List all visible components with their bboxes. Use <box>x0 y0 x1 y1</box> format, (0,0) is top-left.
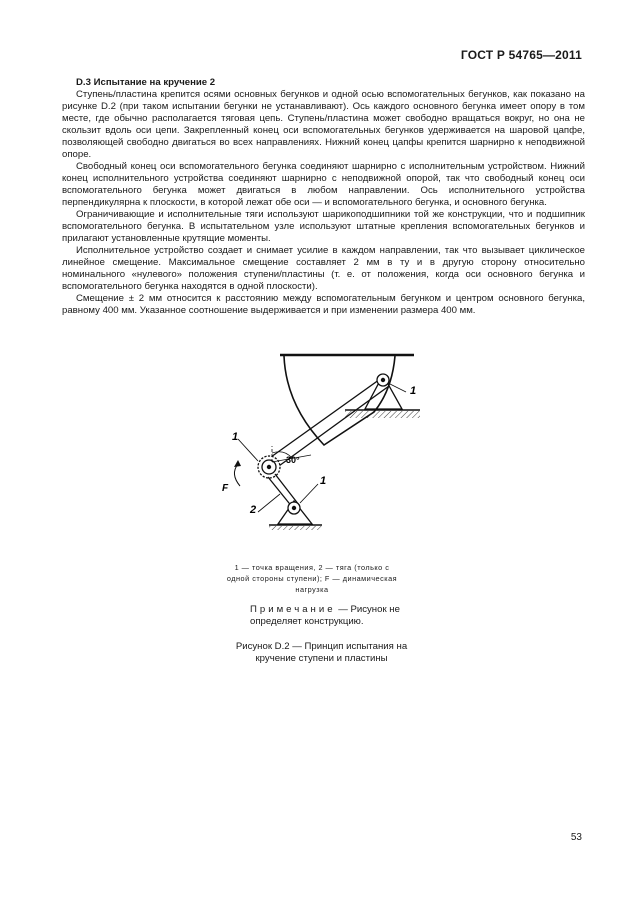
main-arm <box>264 377 389 471</box>
page-number: 53 <box>570 832 582 843</box>
paragraph: Свободный конец оси вспомогательного бегунка соединяют шарнирно с исполнительным устройством. Нижний конец исполнительного устройства соединяют шарнирно с неподвижной опорой, так что свободный конец оси вспомогательного бегунка может двигаться в любом направлении. Ось исполнительного устройства перпендикулярна к плоскости, в которой лежат обе оси — и вспомогательного бегунка, и основного бегунка. <box>62 161 585 208</box>
label-pivot-left: 1 <box>232 431 239 443</box>
figure-legend: 1 — точка вращения, 2 — тяга (только с одной стороны ступени); F — динамическая нагрузка <box>226 563 398 594</box>
section-content <box>62 77 585 317</box>
note-text: — Рисунок не определяет конструкцию. <box>250 604 400 627</box>
section-title: D.3 Испытание на кручение 2 <box>76 77 216 88</box>
pivot-bottom <box>288 502 300 514</box>
document-header: ГОСТ Р 54765—2011 <box>460 48 582 62</box>
figure-d2-diagram <box>214 350 424 530</box>
label-pivot-top: 1 <box>410 385 417 397</box>
label-pivot-bottom: 1 <box>320 475 327 487</box>
figure-note <box>250 604 400 628</box>
pivot-top <box>377 374 389 386</box>
force-arrow <box>234 460 241 486</box>
paragraph: Смещение ± 2 мм относится к расстоянию между вспомогательным бегунком и центром основного бегунка, равному 400 мм. Указанное соотношение выдерживается и при изменении размера 400 мм. <box>62 293 585 316</box>
note-label: Примечание <box>250 604 336 615</box>
step-plate <box>280 355 417 445</box>
paragraph: Исполнительное устройство создает и снимает усилие в каждом направлении, так что вызывает циклическое линейное смещение. Максимальное смещение составляет 2 мм в ту и в другую сторону относительно номинального «нулевого» положения ступени/пластины (т. е. от положения, когда оси основного бегунка и вспомогательного бегунка находятся в одной плоскости). <box>62 245 585 292</box>
paragraph: Ступень/пластина крепится осями основных бегунков и одной осью вспомогательных бегунков, как показано на рисунке D.2 (при таком испытании бегунки не устанавливают). Ось каждого основного бегунка имеет опору в том месте, где обычно располагается тяговая цепь. Ступень/пластина может свободно вращаться вокруг, но она не скользит вдоль оси цепи. Закрепленный конец оси вспомогательных бегунков удерживается на шаровой цапфе, позволяющей свободно двигаться во всех направлениях. Нижний конец цапфы крепится шарнирно к неподвижной опоре. <box>62 89 585 160</box>
pivot-left <box>258 456 280 478</box>
paragraph: Ограничивающие и исполнительные тяги используют шарикоподшипники той же конструкции, что и подшипник вспомогательного бегунка. В испытательном узле используют штатные крепления вспомогательных бегунков и прилагают установленные крутящие моменты. <box>62 209 585 244</box>
label-force: F <box>222 483 229 494</box>
label-angle: 30° <box>286 455 300 465</box>
label-rod: 2 <box>250 504 257 516</box>
figure-caption: Рисунок D.2 — Принцип испытания на кручение ступени и пластины <box>235 641 408 664</box>
